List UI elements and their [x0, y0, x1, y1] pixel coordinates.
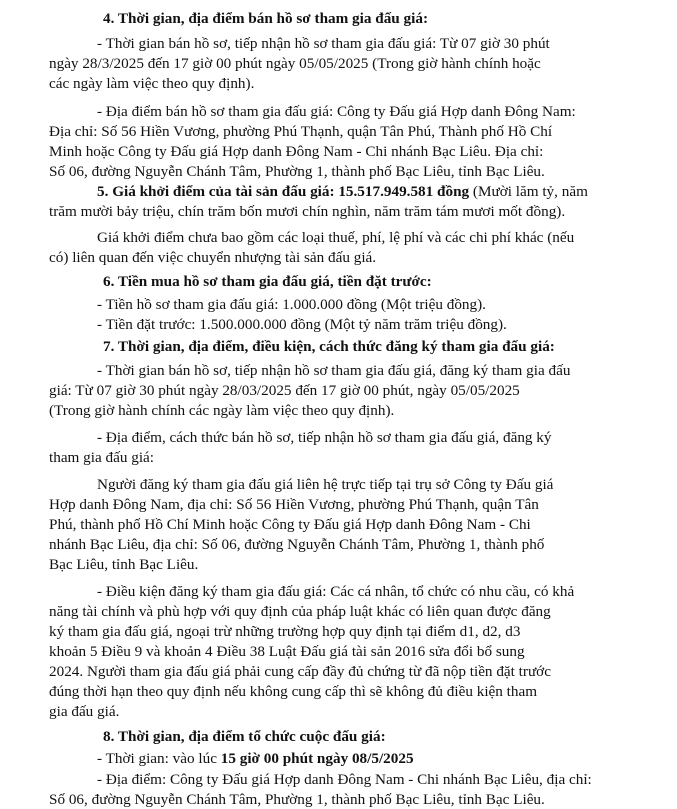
section-7-heading: 7. Thời gian, địa điểm, điều kiện, cách thức đăng ký tham gia đấu giá: — [103, 338, 555, 355]
section-7-conditions-line-1: - Điều kiện đăng ký tham gia đấu giá: Các cá nhân, tổ chức có nhu cầu, có khả — [97, 583, 575, 600]
section-4-time-line-1: - Thời gian bán hồ sơ, tiếp nhận hồ sơ tham gia đấu giá: Từ 07 giờ 30 phút — [97, 35, 550, 52]
section-5-price-in-words-start: (Mười lăm tỷ, năm — [469, 183, 588, 200]
section-5-line-1 — [97, 182, 588, 201]
section-5-heading: 5. Giá khởi điểm của tài sản đấu giá: 15.517.949.581 đồng — [97, 183, 470, 200]
section-7-conditions-line-6: đúng thời hạn theo quy định nếu không cung cấp thì sẽ không đủ điều kiện tham — [49, 683, 538, 700]
section-7-conditions-line-7: gia đấu giá. — [49, 703, 120, 720]
section-7-conditions-line-4: khoản 5 Điều 9 và khoản 4 Điều 38 Luật Đấu giá tài sản 2016 sửa đổi bổ sung — [49, 643, 525, 660]
section-7-contact-line-3: Phú, thành phố Hồ Chí Minh hoặc Công ty Đấu giá Hợp danh Đông Nam - Chi — [49, 516, 531, 533]
section-7-contact-line-2: Hợp danh Đông Nam, địa chỉ: Số 56 Hiền Vương, phường Phú Thạnh, quận Tân — [49, 496, 539, 513]
section-5-note-line-1: Giá khởi điểm chưa bao gồm các loại thuế, phí, lệ phí và các chi phí khác (nếu — [97, 229, 575, 246]
section-6-deposit: - Tiền đặt trước: 1.500.000.000 đồng (Một tỷ năm trăm triệu đồng). — [97, 316, 507, 333]
section-4-time-line-3: các ngày làm việc theo quy định). — [49, 75, 255, 92]
section-7-place-line-1: - Địa điểm, cách thức bán hồ sơ, tiếp nhận hồ sơ tham gia đấu giá, đăng ký — [97, 429, 552, 446]
section-6-heading: 6. Tiền mua hồ sơ tham gia đấu giá, tiền đặt trước: — [103, 273, 432, 290]
section-7-time-line-2: giá: Từ 07 giờ 30 phút ngày 28/03/2025 đến 17 giờ 00 phút, ngày 05/05/2025 — [49, 382, 520, 399]
section-7-contact-line-1: Người đăng ký tham gia đấu giá liên hệ trực tiếp tại trụ sở Công ty Đấu giá — [97, 476, 554, 493]
section-4-time-line-2: ngày 28/3/2025 đến 17 giờ 00 phút ngày 05/05/2025 (Trong giờ hành chính hoặc — [49, 55, 541, 72]
section-7-time-line-3: (Trong giờ hành chính các ngày làm việc theo quy định). — [49, 402, 395, 419]
section-7-conditions-line-5: 2024. Người tham gia đấu giá phải cung cấp đầy đủ chứng từ đã nộp tiền đặt trước — [49, 663, 551, 680]
section-7-conditions-line-2: năng tài chính và phù hợp với quy định của pháp luật khác có liên quan được đăng — [49, 603, 551, 620]
section-4-place-line-4: Số 06, đường Nguyễn Chánh Tâm, Phường 1, thành phố Bạc Liêu, tỉnh Bạc Liêu. — [49, 163, 545, 180]
section-8-heading: 8. Thời gian, địa điểm tổ chức cuộc đấu giá: — [103, 728, 386, 745]
section-7-contact-line-5: Bạc Liêu, tỉnh Bạc Liêu. — [49, 556, 199, 573]
section-8-time-prefix: - Thời gian: vào lúc — [97, 750, 221, 767]
section-4-place-line-3: Minh hoặc Công ty Đấu giá Hợp danh Đông Nam - Chi nhánh Bạc Liêu. Địa chỉ: — [49, 143, 544, 160]
section-8-place-line-2: Số 06, đường Nguyễn Chánh Tâm, Phường 1, thành phố Bạc Liêu, tỉnh Bạc Liêu. — [49, 791, 545, 808]
section-4-place-line-2: Địa chỉ: Số 56 Hiền Vương, phường Phú Thạnh, quận Tân Phú, Thành phố Hồ Chí — [49, 123, 553, 140]
section-8-time-value: 15 giờ 00 phút ngày 08/5/2025 — [220, 750, 414, 767]
section-5-line-2: trăm mười bảy triệu, chín trăm bốn mươi chín nghìn, năm trăm tám mươi mốt đồng). — [49, 203, 566, 220]
section-7-conditions-line-3: ký tham gia đấu giá, ngoại trừ những trường hợp quy định tại điểm d1, d2, d3 — [49, 623, 521, 640]
section-5-note-line-2: có) liên quan đến việc chuyển nhượng tài sản đấu giá. — [49, 249, 377, 266]
section-7-place-line-2: tham gia đấu giá: — [49, 449, 155, 466]
section-7-contact-line-4: nhánh Bạc Liêu, địa chỉ: Số 06, đường Nguyễn Chánh Tâm, Phường 1, thành phố — [49, 536, 545, 553]
section-4-place-line-1: - Địa điểm bán hồ sơ tham gia đấu giá: Công ty Đấu giá Hợp danh Đông Nam: — [97, 103, 576, 120]
section-6-file-fee: - Tiền hồ sơ tham gia đấu giá: 1.000.000 đồng (Một triệu đồng). — [97, 296, 486, 313]
section-8-time — [97, 749, 414, 768]
section-7-time-line-1: - Thời gian bán hồ sơ, tiếp nhận hồ sơ tham gia đấu giá, đăng ký tham gia đấu — [97, 362, 571, 379]
section-8-place-line-1: - Địa điểm: Công ty Đấu giá Hợp danh Đông Nam - Chi nhánh Bạc Liêu, địa chỉ: — [97, 771, 592, 788]
section-4-heading: 4. Thời gian, địa điểm bán hồ sơ tham gia đấu giá: — [103, 10, 429, 27]
